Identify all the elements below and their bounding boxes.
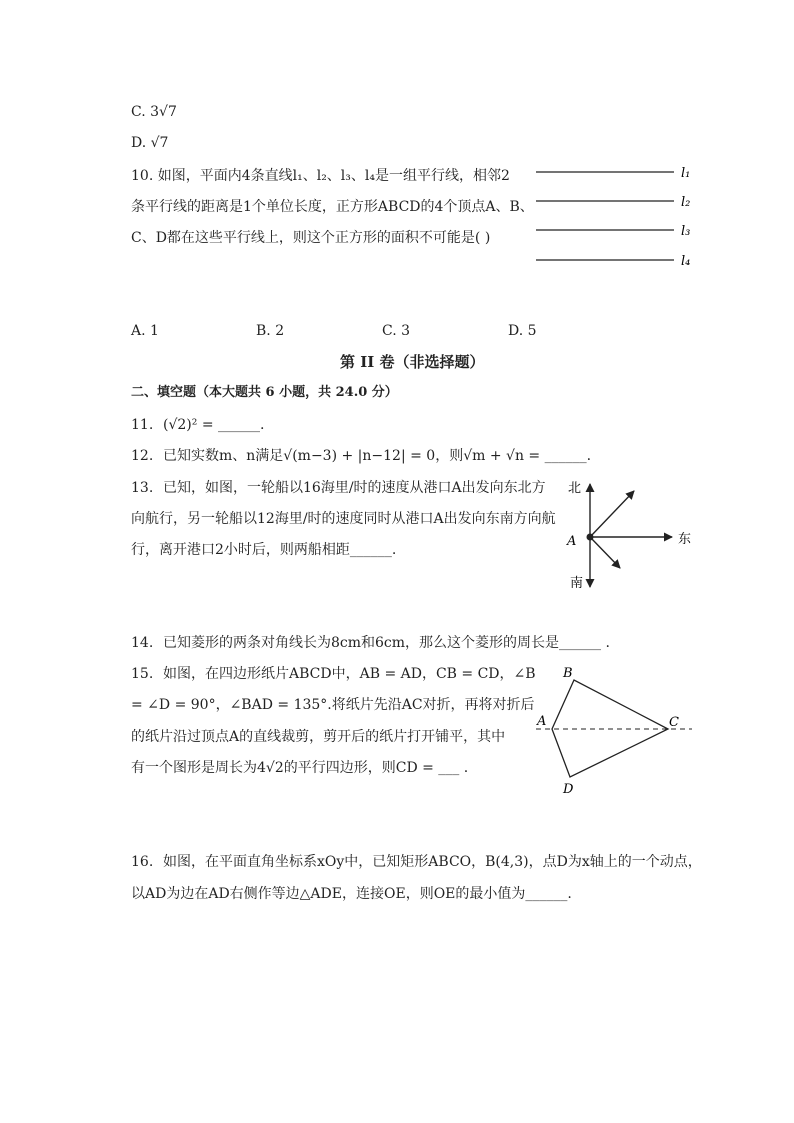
- section-heading: 二、填空题（本大题共 6 小题，共 24.0 分）: [131, 385, 398, 400]
- vertex-c-label: C: [669, 715, 679, 730]
- q15-number: 15.: [131, 666, 154, 682]
- east-label: 东: [678, 532, 692, 547]
- vertex-d-label: D: [563, 782, 574, 797]
- q15-line-2: = ∠D = 90°，∠BAD = 135°.将纸片先沿AC对折，再将对折后: [131, 697, 535, 713]
- q14-text: 已知菱形的两条对角线长为8cm和6cm，那么这个菱形的周长是______ .: [163, 635, 610, 651]
- q15-line-3: 的纸片沿过顶点A的直线裁剪，剪开后的纸片打开铺平，其中: [131, 729, 506, 745]
- label-l1: l₁: [681, 166, 691, 181]
- q10-option-b: B. 2: [256, 323, 285, 339]
- q12-text: 已知实数m、n满足√(m−3) + |n−12| = 0，则√m + √n = ______.: [163, 448, 592, 464]
- label-l4: l₄: [681, 254, 691, 269]
- q13-compass-figure: [560, 472, 705, 597]
- point-a-label: A: [567, 534, 577, 549]
- q10-option-c: C. 3: [382, 323, 411, 339]
- section-title: 第 II 卷（非选择题）: [340, 353, 485, 371]
- q14-number: 14.: [131, 635, 154, 651]
- q16-line-1: 如图，在平面直角坐标系xOy中，已知矩形ABCO，B(4,3)，点D为x轴上的一个动点，: [163, 854, 702, 870]
- q9-option-d: D. √7: [131, 135, 169, 151]
- q11-text: (√2)² = ______.: [163, 417, 265, 433]
- q16-number: 16.: [131, 854, 154, 870]
- northeast-arrow: [590, 491, 634, 537]
- label-l2: l₂: [681, 195, 691, 210]
- port-point: [587, 534, 594, 541]
- southeast-arrow: [590, 537, 620, 568]
- q13-line-3: 行，离开港口2小时后，则两船相距______.: [131, 542, 397, 558]
- q13-line-2: 向航行，另一轮船以12海里/时的速度同时从港口A出发向东南方向航: [131, 511, 556, 527]
- label-l3: l₃: [681, 224, 691, 239]
- vertex-a-label: A: [537, 714, 547, 729]
- q10-option-a: A. 1: [131, 323, 159, 339]
- q16-line-2: 以AD为边在AD右侧作等边△ADE，连接OE，则OE的最小值为______.: [131, 886, 572, 902]
- q15-line-1: 如图，在四边形纸片ABCD中，AB = AD，CB = CD，∠B: [163, 666, 536, 682]
- q15-line-4: 有一个图形是周长为4√2的平行四边形，则CD = ___ .: [131, 760, 469, 776]
- vertex-b-label: B: [563, 666, 573, 681]
- q9-option-c: C. 3√7: [131, 104, 177, 120]
- q10-line-1: 10. 如图，平面内4条直线l₁、l₂、l₃、l₄是一组平行线，相邻2: [131, 168, 510, 184]
- q13-number: 13.: [131, 480, 154, 496]
- q15-kite-figure: [530, 663, 700, 798]
- q12-number: 12.: [131, 448, 154, 464]
- q13-line-1: 已知，如图，一轮船以16海里/时的速度从港口A出发向东北方: [163, 480, 546, 496]
- q10-option-d: D. 5: [508, 323, 537, 339]
- south-label: 南: [570, 576, 584, 591]
- q10-line-3: C、D都在这些平行线上，则这个正方形的面积不可能是( ): [131, 230, 491, 246]
- q10-parallel-lines-figure: [530, 160, 700, 275]
- q11-number: 11.: [131, 417, 154, 433]
- north-label: 北: [568, 481, 582, 496]
- q10-line-2: 条平行线的距离是1个单位长度，正方形ABCD的4个顶点A、B、: [131, 199, 534, 215]
